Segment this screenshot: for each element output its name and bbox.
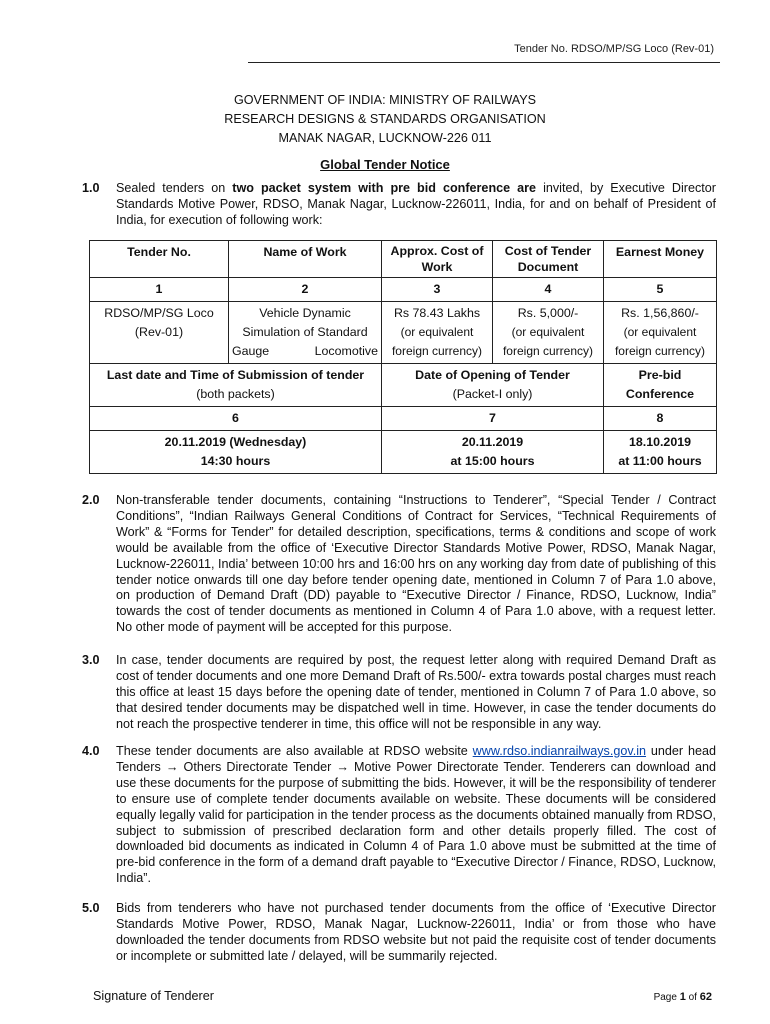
last-time-value: 14:30 hours	[200, 454, 271, 468]
last-date-note: (both packets)	[196, 387, 275, 401]
para-1	[82, 181, 716, 229]
table-number-row	[90, 278, 717, 302]
cell-earnest-money	[604, 302, 717, 364]
col-header-earnest-money: Earnest Money	[604, 241, 717, 278]
col-header-tender-no: Tender No.	[90, 241, 229, 278]
doc-cost-note: (or equivalent foreign currency)	[502, 325, 594, 358]
para-text-bold: two packet system with pre bid conference are	[232, 181, 537, 195]
cell-name-of-work: Vehicle Dynamic Simulation of Standard Gauge Locomotive	[229, 302, 382, 364]
para-text	[116, 744, 716, 887]
col-number: 4	[493, 278, 604, 302]
para-number: 2.0	[82, 493, 100, 507]
para-text: Non-transferable tender documents, containing “Instructions to Tenderer”, “Special Tender / Contract Conditions”, “Indian Railways General Conditions of Contract for Services, “Technical Requirements of Work” & “Forms for Tender” for detailed description, specifications, terms & conditions and scope of work would be available from the office of ‘Executive Director Standards Motive Power, RDSO, Manak Nagar, Lucknow-226011, India’ between 10:00 hrs and 16:00 hrs on any working day from date of publishing of this tender notice onwards till one day before tender opening date, mentioned in Column 7 of Para 1.0 above, on production of Demand Draft (DD) payable to “Executive Director / Finance, RDSO, Lucknow, India” towards the cost of tender documents as mentioned in Column 4 of Para 1.0 above, with a request letter. No other mode of payment will be accepted for this purpose.	[116, 493, 716, 635]
col-header-opening	[382, 364, 604, 407]
cell-doc-cost	[493, 302, 604, 364]
col-number: 2	[229, 278, 382, 302]
cell-last-date	[90, 431, 382, 474]
para-text-pre: These tender documents are also available at RDSO website	[116, 744, 473, 758]
para-text: Bids from tenderers who have not purchased tender documents from the office of ‘Executive Director Standards Motive Power, RDSO, Manak Nagar, Lucknow-226011, India’ or from those who have downloaded the tender documents from RDSO website but not paid the requisite cost of tender documents or incomplete or submitted late / delayed, will be summarily rejected.	[116, 901, 716, 963]
cost-note: (or equivalent foreign currency)	[391, 325, 483, 358]
org-line-3: MANAK NAGAR, LUCKNOW-226 011	[278, 131, 492, 145]
organisation-block	[0, 91, 770, 148]
org-line-1: GOVERNMENT OF INDIA: MINISTRY OF RAILWAYS	[233, 93, 537, 107]
col-header-prebid: Pre-bid Conference	[604, 364, 717, 407]
col-header-last-date	[90, 364, 382, 407]
table-header-row-2	[90, 364, 717, 407]
page-word: Page	[653, 992, 677, 1003]
rdso-website-link[interactable]: www.rdso.indianrailways.gov.in	[472, 744, 647, 758]
header-reference: Tender No. RDSO/MP/SG Loco (Rev-01)	[514, 43, 714, 55]
col-header-approx-cost: Approx. Cost of Work	[382, 241, 493, 278]
notice-title: Global Tender Notice	[320, 157, 450, 172]
signature-label: Signature of Tenderer	[93, 989, 214, 1003]
cell-opening-date	[382, 431, 604, 474]
col-number: 6	[90, 407, 382, 431]
col-number: 7	[382, 407, 604, 431]
col-number: 1	[90, 278, 229, 302]
para-number: 5.0	[82, 901, 100, 915]
col-number: 5	[604, 278, 717, 302]
tender-table	[89, 240, 717, 474]
page-current: 1	[679, 991, 686, 1003]
para-2	[82, 493, 716, 636]
para-3	[82, 653, 716, 733]
col-header-doc-cost: Cost of Tender Document	[493, 241, 604, 278]
cell-approx-cost	[382, 302, 493, 364]
table-number-row-2	[90, 407, 717, 431]
table-row	[90, 302, 717, 364]
opening-note: (Packet-I only)	[452, 387, 533, 401]
last-date-value: 20.11.2019 (Wednesday)	[164, 435, 307, 449]
last-date-heading: Last date and Time of Submission of tender	[106, 368, 365, 382]
emd-note: (or equivalent foreign currency)	[614, 325, 706, 358]
open-time-value: at 15:00 hours	[450, 454, 535, 468]
para-text-post: invited, by Executive Director Standards Motive Power, RDSO, Manak Nagar, Lucknow-226011, India, for and on behalf of President of India, for execution of following work:	[116, 181, 716, 227]
para-number: 1.0	[82, 181, 100, 195]
para-text-post: under head Tenders → Others Directorate Tender → Motive Power Directorate Tender. Tenderers can download and use these documents for the purpose of submitting the bids. However, it will be the responsibility of tenderer to ensure use of complete tender documents available on website. These documents will be considered equally legally valid for participation in the tender process as the documents obtained manually from RDSO, subject to submission of prescribed declaration form and other details properly filled. The cost of downloaded bid documents as indicated in Column 4 of Para 1.0 above must be submitted at the time of pre-bid conference in the form of a demand draft payable to “Executive Director / Finance, RDSO, Lucknow, India”.	[116, 744, 716, 886]
header-rule	[248, 62, 720, 63]
para-number: 4.0	[82, 744, 100, 758]
cell-tender-no: RDSO/MP/SG Loco (Rev-01)	[90, 302, 229, 364]
cost-value: Rs 78.43 Lakhs	[393, 306, 481, 320]
of-word: of	[688, 992, 697, 1003]
para-text-pre: Sealed tenders on	[116, 181, 233, 195]
opening-heading: Date of Opening of Tender	[415, 368, 570, 382]
para-5	[82, 901, 716, 965]
para-4	[82, 744, 716, 887]
open-date-value: 20.11.2019	[461, 435, 524, 449]
org-line-2: RESEARCH DESIGNS & STANDARDS ORGANISATION	[224, 112, 546, 126]
col-header-name-of-work: Name of Work	[229, 241, 382, 278]
para-text	[116, 181, 716, 229]
prebid-time-value: at 11:00 hours	[618, 454, 702, 468]
prebid-date-value: 18.10.2019	[628, 435, 691, 449]
col-number: 3	[382, 278, 493, 302]
page-total: 62	[699, 991, 712, 1003]
col-number: 8	[604, 407, 717, 431]
table-row	[90, 431, 717, 474]
para-number: 3.0	[82, 653, 100, 667]
doc-cost-value: Rs. 5,000/-	[517, 306, 579, 320]
cell-prebid-date	[604, 431, 717, 474]
para-text: In case, tender documents are required by post, the request letter along with required Demand Draft as cost of tender documents and one more Demand Draft of Rs.500/- extra towards postal charges must reach this office at least 15 days before the opening date of tender, mentioned in Column 7 of Para 1.0 above, so that desired tender documents may be dispatched well in time. However, in case the tender documents do not reach the prospective tenderer in time, this office will not be responsible in any way.	[116, 653, 716, 731]
emd-value: Rs. 1,56,860/-	[621, 306, 699, 320]
table-header-row	[90, 241, 717, 278]
page-number	[654, 991, 712, 1003]
